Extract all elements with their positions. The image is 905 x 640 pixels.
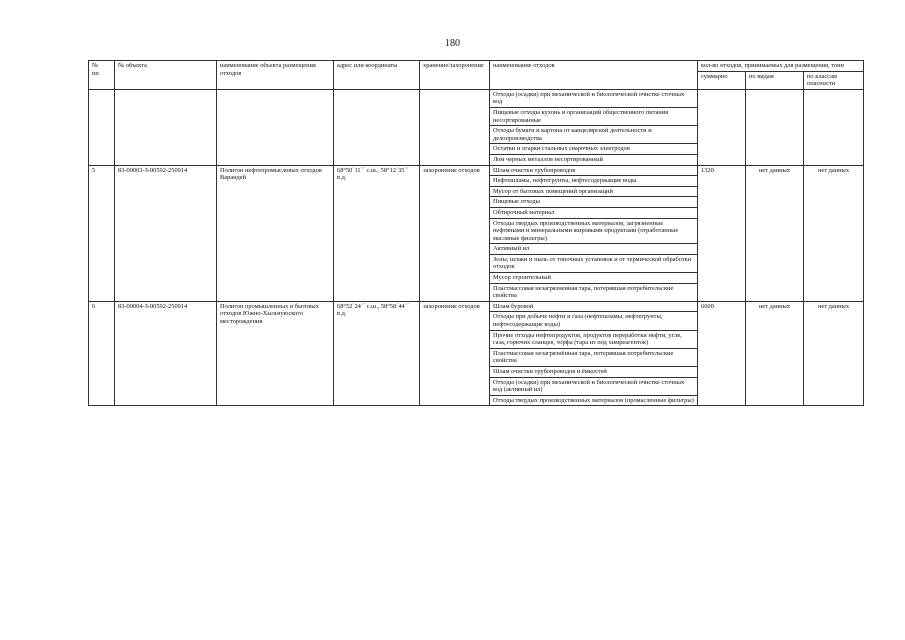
facility-storage: захоронение отходов: [420, 301, 490, 406]
continued-qty-cell: [698, 89, 746, 165]
waste-item: Пищевые отходы кухонь и организаций общественного питания несортированные: [490, 107, 698, 125]
waste-facilities-table: [88, 60, 864, 406]
header-object-name: наименование объекта размещения отходов: [217, 61, 334, 90]
waste-item: Отходы (осадки) при механической и биологической очистке сточных вод (активный ил): [490, 377, 698, 395]
header-object-no: № объекта: [115, 61, 217, 90]
header-num: № пп: [89, 61, 115, 90]
header-row: [89, 61, 864, 72]
header-qty-types: по видам: [746, 71, 804, 89]
waste-item: Отходы твердых производственных материалов, загрязненные нефтяными и минеральными жировыми продуктами (отработанные масляные фильтры): [490, 218, 698, 244]
waste-item: Отходы бумаги и картона от канцелярской деятельности и делопроизводства: [490, 126, 698, 144]
waste-item: Остатки и огарки стальных сварочных электродов: [490, 144, 698, 155]
waste-item: Мусор строительный: [490, 273, 698, 284]
waste-item: Пластмассовая незагрязненная тара, потерявшая потребительские свойства: [490, 283, 698, 301]
waste-item: Активный ил: [490, 244, 698, 255]
waste-item: Лом черных металлов несортированный: [490, 154, 698, 165]
continued-empty-cell: [420, 89, 490, 165]
facility-num: 5: [89, 165, 115, 301]
waste-item: Шлам очистки трубопроводов и ёмкостей: [490, 367, 698, 378]
facility-object-no: 83-00004-З-00592-250914: [115, 301, 217, 406]
waste-item: Пластмассовая незагрязнённая тара, потерявшая потребительские свойства: [490, 348, 698, 366]
header-address: адрес или координаты: [334, 61, 420, 90]
waste-item: Прочие отходы нефтепродуктов, продуктов переработки нефти, угля, газа, горючих сланцев, торфа (тара из под химреагентов): [490, 330, 698, 348]
header-qty-classes: по классам опасности: [804, 71, 864, 89]
continued-empty-cell: [115, 89, 217, 165]
facility-qty-sum: 1320: [698, 165, 746, 301]
header-qty-group: кол-во отходов, принимаемых для размещения, тонн: [698, 61, 864, 72]
waste-item: Золы, шлаки и пыль от топочных установок и от термической обработки отходов: [490, 254, 698, 272]
waste-item: Отходы твердых производственных материалов (промасленные фильтры): [490, 395, 698, 406]
continued-empty-cell: [334, 89, 420, 165]
facility-name: Полигон нефтепромысловых отходов Варандей: [217, 165, 334, 301]
header-qty-sum: суммарно: [698, 71, 746, 89]
waste-item: Шлам очистки трубопроводов: [490, 165, 698, 176]
waste-item: Мусор от бытовых помещений организаций: [490, 186, 698, 197]
waste-item: Пищевые отходы: [490, 197, 698, 208]
waste-item: Шлам буровой: [490, 301, 698, 312]
waste-item: Отходы при добыче нефти и газа (нефтешламы, нефтегрунты, нефтесодержащие воды): [490, 312, 698, 330]
table-row: [89, 301, 864, 312]
facility-qty-classes: нет данных: [804, 301, 864, 406]
waste-item: Нефтешламы, нефтегрунты, нефтесодержащие воды: [490, 176, 698, 187]
continued-qty-cell: [804, 89, 864, 165]
header-waste-name: наименование отходов: [490, 61, 698, 90]
facility-address: 68°52´24´´ с.ш., 58°58´44´´ в.д.: [334, 301, 420, 406]
page-number: 180: [445, 38, 460, 49]
continued-empty-cell: [89, 89, 115, 165]
facility-qty-types: нет данных: [746, 301, 804, 406]
facility-address: 68°50´11´´ с.ш., 58°12´35´´ в.д.: [334, 165, 420, 301]
facility-object-no: 83-00003-З-00592-250914: [115, 165, 217, 301]
facility-num: 6: [89, 301, 115, 406]
continued-qty-cell: [746, 89, 804, 165]
facility-storage: захоронение отходов: [420, 165, 490, 301]
waste-item: Обтирочный материал: [490, 207, 698, 218]
facility-qty-types: нет данных: [746, 165, 804, 301]
continued-empty-cell: [217, 89, 334, 165]
table-row: [89, 165, 864, 176]
facility-qty-sum: 6600: [698, 301, 746, 406]
facility-name: Полигон промышленных и бытовых отходов Южно-Хыльчуюского месторождения: [217, 301, 334, 406]
waste-item: Отходы (осадки) при механической и биологической очистке сточных вод: [490, 89, 698, 107]
facility-qty-classes: нет данных: [804, 165, 864, 301]
table-row: [89, 89, 864, 107]
header-storage: хранение/захоронение: [420, 61, 490, 90]
